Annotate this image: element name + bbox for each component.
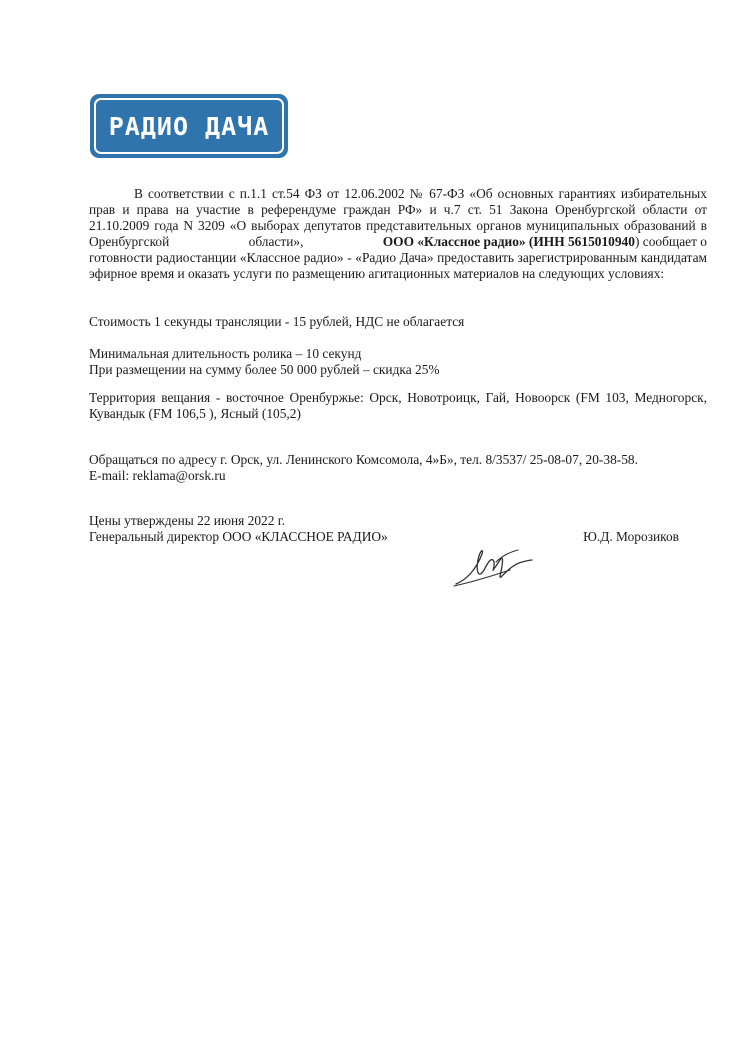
intro-line-4-a: Оренбургской bbox=[89, 234, 170, 249]
signature-line bbox=[89, 529, 679, 545]
approval-date: Цены утверждены 22 июня 2022 г. bbox=[89, 513, 286, 528]
company-inn-text: ООО «Классное радио» (ИНН 5615010940 bbox=[382, 234, 635, 249]
address-text: Обращаться по адресу г. Орск, ул. Ленинского Комсомола, 4»Б», тел. 8/3537/ 25-08-07, 20-38-58. bbox=[89, 452, 638, 467]
intro-line-6: эфирное время и оказать услуги по размещению агитационных материалов на следующих условиях: bbox=[89, 266, 665, 281]
intro-line-1: В соответствии с п.1.1 ст.54 ФЗ от 12.06.2002 № 67-ФЗ «Об основных гарантиях избирательных bbox=[134, 186, 707, 201]
price-text: Стоимость 1 секунды трансляции - 15 рублей, НДС не облагается bbox=[89, 314, 465, 329]
territory-line-2: Кувандык (FM 106,5 ), Ясный (105,2) bbox=[89, 406, 301, 421]
director-name: Ю.Д. Морозиков bbox=[583, 529, 679, 544]
director-signature bbox=[452, 540, 534, 590]
director-position: Генеральный директор ООО «КЛАССНОЕ РАДИО» bbox=[89, 529, 388, 544]
radio-dacha-logo bbox=[90, 94, 288, 158]
territory-paragraph bbox=[89, 390, 707, 422]
intro-line-4-b: области», bbox=[248, 234, 304, 249]
discount-text: При размещении на сумму более 50 000 рублей – скидка 25% bbox=[89, 362, 440, 377]
territory-line-1: Территория вещания - восточное Оренбуржье: Орск, Новотроицк, Гай, Новоорск (FM 103, Медногорск, bbox=[89, 390, 707, 405]
intro-line-3: 21.10.2009 года N 3209 «О выборах депутатов представительных органов муниципальных образований в bbox=[89, 218, 707, 233]
intro-line-2: прав и права на участие в референдуме граждан РФ» и ч.7 ст. 51 Закона Оренбургской области от bbox=[89, 202, 707, 217]
intro-line-4 bbox=[89, 234, 707, 250]
intro-line-4-d: ) сообщает о bbox=[634, 234, 707, 249]
email-text: E-mail: reklama@orsk.ru bbox=[89, 468, 226, 483]
intro-line-5: готовности радиостанции «Классное радио» - «Радио Дача» предоставить зарегистрированным кандидатам bbox=[89, 250, 707, 265]
company-inn bbox=[383, 234, 707, 250]
min-duration-text: Минимальная длительность ролика – 10 секунд bbox=[89, 346, 362, 361]
intro-paragraph bbox=[89, 186, 707, 282]
logo-text: РАДИО ДАЧА bbox=[108, 111, 270, 141]
